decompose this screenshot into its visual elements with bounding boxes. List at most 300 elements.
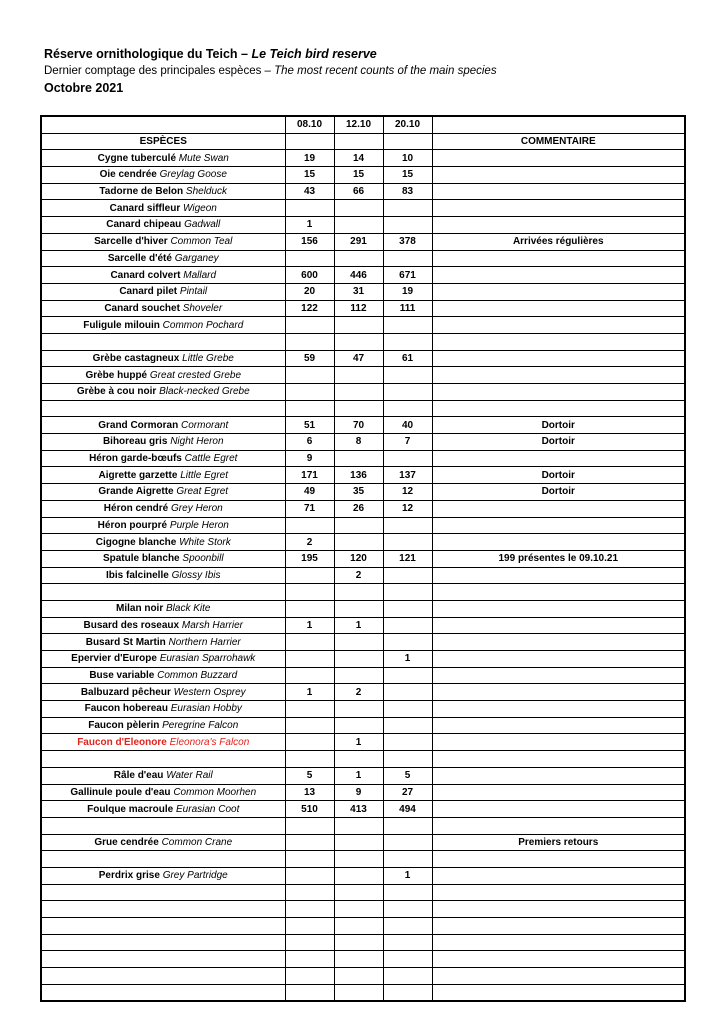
species-name-en: Gadwall (184, 219, 221, 231)
comment-cell (432, 500, 685, 517)
count-cell-3 (383, 384, 432, 401)
count-cell-3 (383, 617, 432, 634)
species-name-cell (41, 183, 285, 200)
count-cell-3: 111 (383, 300, 432, 317)
species-row (41, 901, 685, 918)
count-cell-2: 70 (334, 417, 383, 434)
count-cell-3 (383, 600, 432, 617)
species-row (41, 400, 685, 417)
header-empty-cell (285, 133, 334, 150)
species-name-cell (41, 884, 285, 901)
count-cell-1: 19 (285, 150, 334, 167)
species-row (41, 584, 685, 601)
count-cell-3 (383, 567, 432, 584)
species-name-fr: Cygne tuberculé (97, 152, 177, 164)
count-cell-1: 59 (285, 350, 334, 367)
count-cell-1: 51 (285, 417, 334, 434)
count-cell-2 (334, 751, 383, 768)
species-row (41, 450, 685, 467)
species-name-en: Common Moorhen (173, 786, 257, 798)
count-cell-2: 2 (334, 684, 383, 701)
species-name-cell (41, 701, 285, 718)
count-cell-3 (383, 901, 432, 918)
species-row (41, 200, 685, 217)
count-cell-3: 671 (383, 267, 432, 284)
species-name-en: Greylag Goose (159, 169, 227, 181)
count-cell-3 (383, 400, 432, 417)
count-cell-2 (334, 867, 383, 884)
count-cell-2 (334, 951, 383, 968)
comment-cell (432, 984, 685, 1001)
species-name-cell (41, 550, 285, 567)
species-name-fr: Héron cendré (103, 503, 169, 515)
species-name-cell (41, 450, 285, 467)
species-row (41, 250, 685, 267)
comment-cell (432, 567, 685, 584)
species-row (41, 384, 685, 401)
comment-cell (432, 934, 685, 951)
species-row (41, 801, 685, 818)
species-row (41, 834, 685, 851)
species-name-cell (41, 367, 285, 384)
species-name-fr: Fuligule milouin (83, 319, 160, 331)
species-name-fr: Busard St Martin (85, 636, 166, 648)
reserve-title (44, 46, 497, 63)
count-cell-1: 49 (285, 484, 334, 501)
species-row (41, 884, 685, 901)
count-cell-1 (285, 968, 334, 985)
date-header-3: 20.10 (383, 116, 432, 133)
count-cell-1: 122 (285, 300, 334, 317)
count-cell-1 (285, 317, 334, 334)
species-row (41, 717, 685, 734)
species-name-en: Cattle Egret (184, 453, 238, 465)
count-cell-3: 494 (383, 801, 432, 818)
count-cell-1 (285, 851, 334, 868)
species-name-en: Garganey (174, 252, 219, 264)
comment-cell (432, 333, 685, 350)
count-cell-2: 14 (334, 150, 383, 167)
count-cell-2 (334, 450, 383, 467)
species-name-en: Grey Heron (171, 503, 223, 515)
count-cell-2: 446 (334, 267, 383, 284)
header-empty-cell (334, 133, 383, 150)
count-cell-1: 156 (285, 233, 334, 250)
species-name-fr: Grand Cormoran (98, 419, 179, 431)
count-cell-2 (334, 701, 383, 718)
reserve-title-en: Le Teich bird reserve (251, 47, 377, 61)
species-row (41, 817, 685, 834)
species-row (41, 350, 685, 367)
count-cell-3 (383, 317, 432, 334)
count-cell-1 (285, 901, 334, 918)
species-name-cell (41, 667, 285, 684)
species-name-fr: Aigrette garzette (98, 469, 178, 481)
count-cell-3 (383, 217, 432, 234)
comment-cell (432, 150, 685, 167)
species-name-en: Little Grebe (182, 352, 234, 364)
count-cell-2: 1 (334, 767, 383, 784)
comment-cell (432, 767, 685, 784)
species-row (41, 918, 685, 935)
count-cell-3 (383, 968, 432, 985)
count-cell-2: 136 (334, 467, 383, 484)
count-cell-2: 9 (334, 784, 383, 801)
count-cell-1 (285, 384, 334, 401)
species-name-en: Glossy Ibis (171, 569, 221, 581)
comment-cell (432, 867, 685, 884)
species-name-en: Eleonora's Falcon (169, 736, 250, 748)
species-name-cell (41, 784, 285, 801)
count-cell-1: 71 (285, 500, 334, 517)
count-cell-3 (383, 751, 432, 768)
count-cell-1 (285, 367, 334, 384)
count-cell-1 (285, 651, 334, 668)
count-cell-3: 12 (383, 500, 432, 517)
species-row (41, 417, 685, 434)
comment-cell (432, 450, 685, 467)
comment-cell (432, 317, 685, 334)
count-cell-1: 600 (285, 267, 334, 284)
comment-cell (432, 717, 685, 734)
count-cell-1 (285, 884, 334, 901)
count-month: Octobre 2021 (44, 81, 124, 95)
comment-cell (432, 384, 685, 401)
species-name-cell (41, 968, 285, 985)
count-cell-1 (285, 667, 334, 684)
count-cell-2: 2 (334, 567, 383, 584)
count-cell-3 (383, 450, 432, 467)
comment-cell (432, 701, 685, 718)
species-name-cell (41, 751, 285, 768)
species-column-header: ESPÈCES (41, 133, 285, 150)
species-name-fr: Canard colvert (110, 269, 181, 281)
count-cell-1: 1 (285, 684, 334, 701)
species-name-en: Common Buzzard (157, 670, 238, 682)
count-cell-2 (334, 217, 383, 234)
species-name-cell (41, 267, 285, 284)
count-cell-2: 35 (334, 484, 383, 501)
count-cell-2 (334, 968, 383, 985)
comment-cell (432, 751, 685, 768)
species-row (41, 651, 685, 668)
species-row (41, 567, 685, 584)
count-cell-1 (285, 634, 334, 651)
date-header-2: 12.10 (334, 116, 383, 133)
comment-cell (432, 734, 685, 751)
count-cell-1 (285, 400, 334, 417)
species-row (41, 283, 685, 300)
comment-cell (432, 283, 685, 300)
species-name-cell (41, 500, 285, 517)
count-cell-2: 1 (334, 617, 383, 634)
count-cell-1 (285, 333, 334, 350)
species-row (41, 233, 685, 250)
comment-cell (432, 901, 685, 918)
species-name-en: Black Kite (166, 603, 211, 615)
species-name-cell (41, 834, 285, 851)
count-cell-3 (383, 918, 432, 935)
count-cell-2 (334, 651, 383, 668)
species-name-fr: Râle d'eau (113, 770, 164, 782)
species-name-en: Spoonbill (182, 553, 224, 565)
species-name-cell (41, 150, 285, 167)
count-cell-1: 171 (285, 467, 334, 484)
count-cell-3 (383, 984, 432, 1001)
species-name-cell (41, 333, 285, 350)
species-row (41, 167, 685, 184)
species-name-en: Common Crane (161, 836, 233, 848)
species-name-cell (41, 951, 285, 968)
species-name-cell (41, 684, 285, 701)
count-cell-2 (334, 250, 383, 267)
species-name-en: Peregrine Falcon (162, 720, 239, 732)
count-cell-2 (334, 901, 383, 918)
species-row (41, 684, 685, 701)
species-name-fr: Milan noir (116, 603, 164, 615)
species-count-body (41, 116, 685, 1001)
species-name-cell (41, 200, 285, 217)
count-cell-3 (383, 851, 432, 868)
count-cell-2 (334, 717, 383, 734)
species-name-cell (41, 167, 285, 184)
count-cell-3 (383, 634, 432, 651)
species-row (41, 217, 685, 234)
species-row (41, 867, 685, 884)
count-cell-2: 31 (334, 283, 383, 300)
count-cell-1 (285, 834, 334, 851)
species-name-en: Wigeon (183, 202, 217, 214)
species-name-cell (41, 734, 285, 751)
count-cell-1: 1 (285, 217, 334, 234)
species-name-cell (41, 817, 285, 834)
comment-cell (432, 350, 685, 367)
count-cell-3 (383, 684, 432, 701)
species-row (41, 951, 685, 968)
comment-cell (432, 667, 685, 684)
species-row (41, 150, 685, 167)
species-name-en: Eurasian Hobby (170, 703, 242, 715)
species-name-fr: Sarcelle d'été (107, 252, 172, 264)
species-name-cell (41, 567, 285, 584)
species-row (41, 484, 685, 501)
species-name-fr: Busard des roseaux (83, 619, 180, 631)
species-name-fr: Grèbe castagneux (92, 352, 180, 364)
count-cell-1 (285, 934, 334, 951)
count-cell-2: 1 (334, 734, 383, 751)
comment-cell (432, 267, 685, 284)
species-row (41, 500, 685, 517)
comment-cell (432, 968, 685, 985)
species-name-fr: Héron garde-bœufs (89, 453, 182, 465)
count-cell-1: 1 (285, 617, 334, 634)
count-cell-2 (334, 918, 383, 935)
species-name-en: Eurasian Coot (176, 803, 240, 815)
count-cell-1 (285, 200, 334, 217)
header-empty-cell (41, 116, 285, 133)
species-row (41, 784, 685, 801)
count-cell-2: 291 (334, 233, 383, 250)
count-cell-2 (334, 984, 383, 1001)
species-name-cell (41, 534, 285, 551)
species-name-fr: Spatule blanche (102, 553, 180, 565)
comment-cell (432, 918, 685, 935)
count-cell-3: 10 (383, 150, 432, 167)
count-cell-3 (383, 934, 432, 951)
comment-cell: Premiers retours (432, 834, 685, 851)
date-header-1: 08.10 (285, 116, 334, 133)
species-name-fr: Oie cendrée (99, 169, 157, 181)
species-name-en: Eurasian Sparrohawk (159, 653, 256, 665)
species-name-fr: Faucon d'Eleonore (77, 736, 167, 748)
comment-cell (432, 684, 685, 701)
species-row (41, 617, 685, 634)
count-cell-1: 13 (285, 784, 334, 801)
header-empty-cell (432, 116, 685, 133)
species-row (41, 934, 685, 951)
species-name-cell (41, 634, 285, 651)
count-cell-1: 43 (285, 183, 334, 200)
species-row (41, 300, 685, 317)
species-name-cell (41, 434, 285, 451)
count-cell-2 (334, 834, 383, 851)
species-name-cell (41, 317, 285, 334)
count-cell-2 (334, 517, 383, 534)
comment-cell (432, 534, 685, 551)
count-cell-2 (334, 317, 383, 334)
comment-cell (432, 367, 685, 384)
species-row (41, 968, 685, 985)
count-cell-3 (383, 951, 432, 968)
species-name-cell (41, 417, 285, 434)
comment-cell (432, 801, 685, 818)
species-row (41, 984, 685, 1001)
species-row (41, 600, 685, 617)
count-cell-3 (383, 584, 432, 601)
species-name-en: Night Heron (170, 436, 224, 448)
count-cell-1: 15 (285, 167, 334, 184)
species-row (41, 767, 685, 784)
species-name-cell (41, 400, 285, 417)
comment-cell (432, 851, 685, 868)
species-row (41, 734, 685, 751)
species-name-en: Cormorant (181, 419, 229, 431)
comment-cell (432, 400, 685, 417)
species-name-fr: Canard siffleur (109, 202, 181, 214)
comment-cell (432, 250, 685, 267)
species-row (41, 701, 685, 718)
count-subtitle (44, 63, 497, 80)
count-cell-1: 510 (285, 801, 334, 818)
count-cell-3: 61 (383, 350, 432, 367)
comment-cell (432, 584, 685, 601)
count-cell-2: 112 (334, 300, 383, 317)
comment-column-header: COMMENTAIRE (432, 133, 685, 150)
species-name-fr: Héron pourpré (97, 519, 168, 531)
species-name-en: Grey Partridge (162, 870, 228, 882)
species-name-fr: Cigogne blanche (95, 536, 177, 548)
count-cell-3: 12 (383, 484, 432, 501)
species-name-fr: Grèbe à cou noir (76, 386, 157, 398)
species-name-cell (41, 867, 285, 884)
count-cell-1: 195 (285, 550, 334, 567)
comment-cell (432, 300, 685, 317)
species-name-cell (41, 233, 285, 250)
species-name-fr: Epervier d'Europe (71, 653, 157, 665)
header-row-dates (41, 116, 685, 133)
count-cell-1: 20 (285, 283, 334, 300)
species-name-en: Great Egret (176, 486, 229, 498)
count-cell-1 (285, 250, 334, 267)
comment-cell: Dortoir (432, 484, 685, 501)
species-name-fr: Canard souchet (104, 302, 180, 314)
species-row (41, 333, 685, 350)
count-cell-3 (383, 817, 432, 834)
species-name-fr: Grèbe huppé (85, 369, 148, 381)
species-name-en: Northern Harrier (168, 636, 241, 648)
species-name-cell (41, 651, 285, 668)
species-name-cell (41, 934, 285, 951)
count-cell-2 (334, 667, 383, 684)
species-name-fr: Foulque macroule (87, 803, 174, 815)
header-row-labels (41, 133, 685, 150)
count-cell-2 (334, 884, 383, 901)
count-cell-2 (334, 584, 383, 601)
count-cell-2: 15 (334, 167, 383, 184)
species-row (41, 467, 685, 484)
species-name-cell (41, 901, 285, 918)
count-cell-3: 15 (383, 167, 432, 184)
count-subtitle-en: The most recent counts of the main species (274, 65, 497, 77)
species-name-cell (41, 984, 285, 1001)
count-cell-3 (383, 200, 432, 217)
species-count-table (40, 115, 686, 1002)
document-header (44, 46, 497, 97)
count-cell-3 (383, 717, 432, 734)
count-cell-3: 40 (383, 417, 432, 434)
count-cell-2 (334, 934, 383, 951)
comment-cell (432, 167, 685, 184)
species-name-en: Little Egret (180, 469, 228, 481)
species-name-cell (41, 250, 285, 267)
species-name-cell (41, 801, 285, 818)
species-row (41, 667, 685, 684)
count-cell-1 (285, 701, 334, 718)
species-row (41, 534, 685, 551)
species-name-en: Water Rail (166, 770, 213, 782)
species-name-en: Mute Swan (178, 152, 229, 164)
count-cell-3 (383, 534, 432, 551)
species-name-en: Western Osprey (173, 686, 246, 698)
species-row (41, 434, 685, 451)
comment-cell (432, 617, 685, 634)
species-row (41, 317, 685, 334)
count-cell-1 (285, 951, 334, 968)
species-name-en: Purple Heron (169, 519, 229, 531)
count-cell-2 (334, 534, 383, 551)
comment-cell (432, 884, 685, 901)
count-cell-3 (383, 667, 432, 684)
species-name-en: Great crested Grebe (149, 369, 242, 381)
count-cell-2 (334, 600, 383, 617)
count-cell-2 (334, 634, 383, 651)
comment-cell: 199 présentes le 09.10.21 (432, 550, 685, 567)
species-row (41, 367, 685, 384)
species-row (41, 851, 685, 868)
count-cell-3: 19 (383, 283, 432, 300)
species-name-en: Pintail (179, 286, 208, 298)
comment-cell: Arrivées régulières (432, 233, 685, 250)
